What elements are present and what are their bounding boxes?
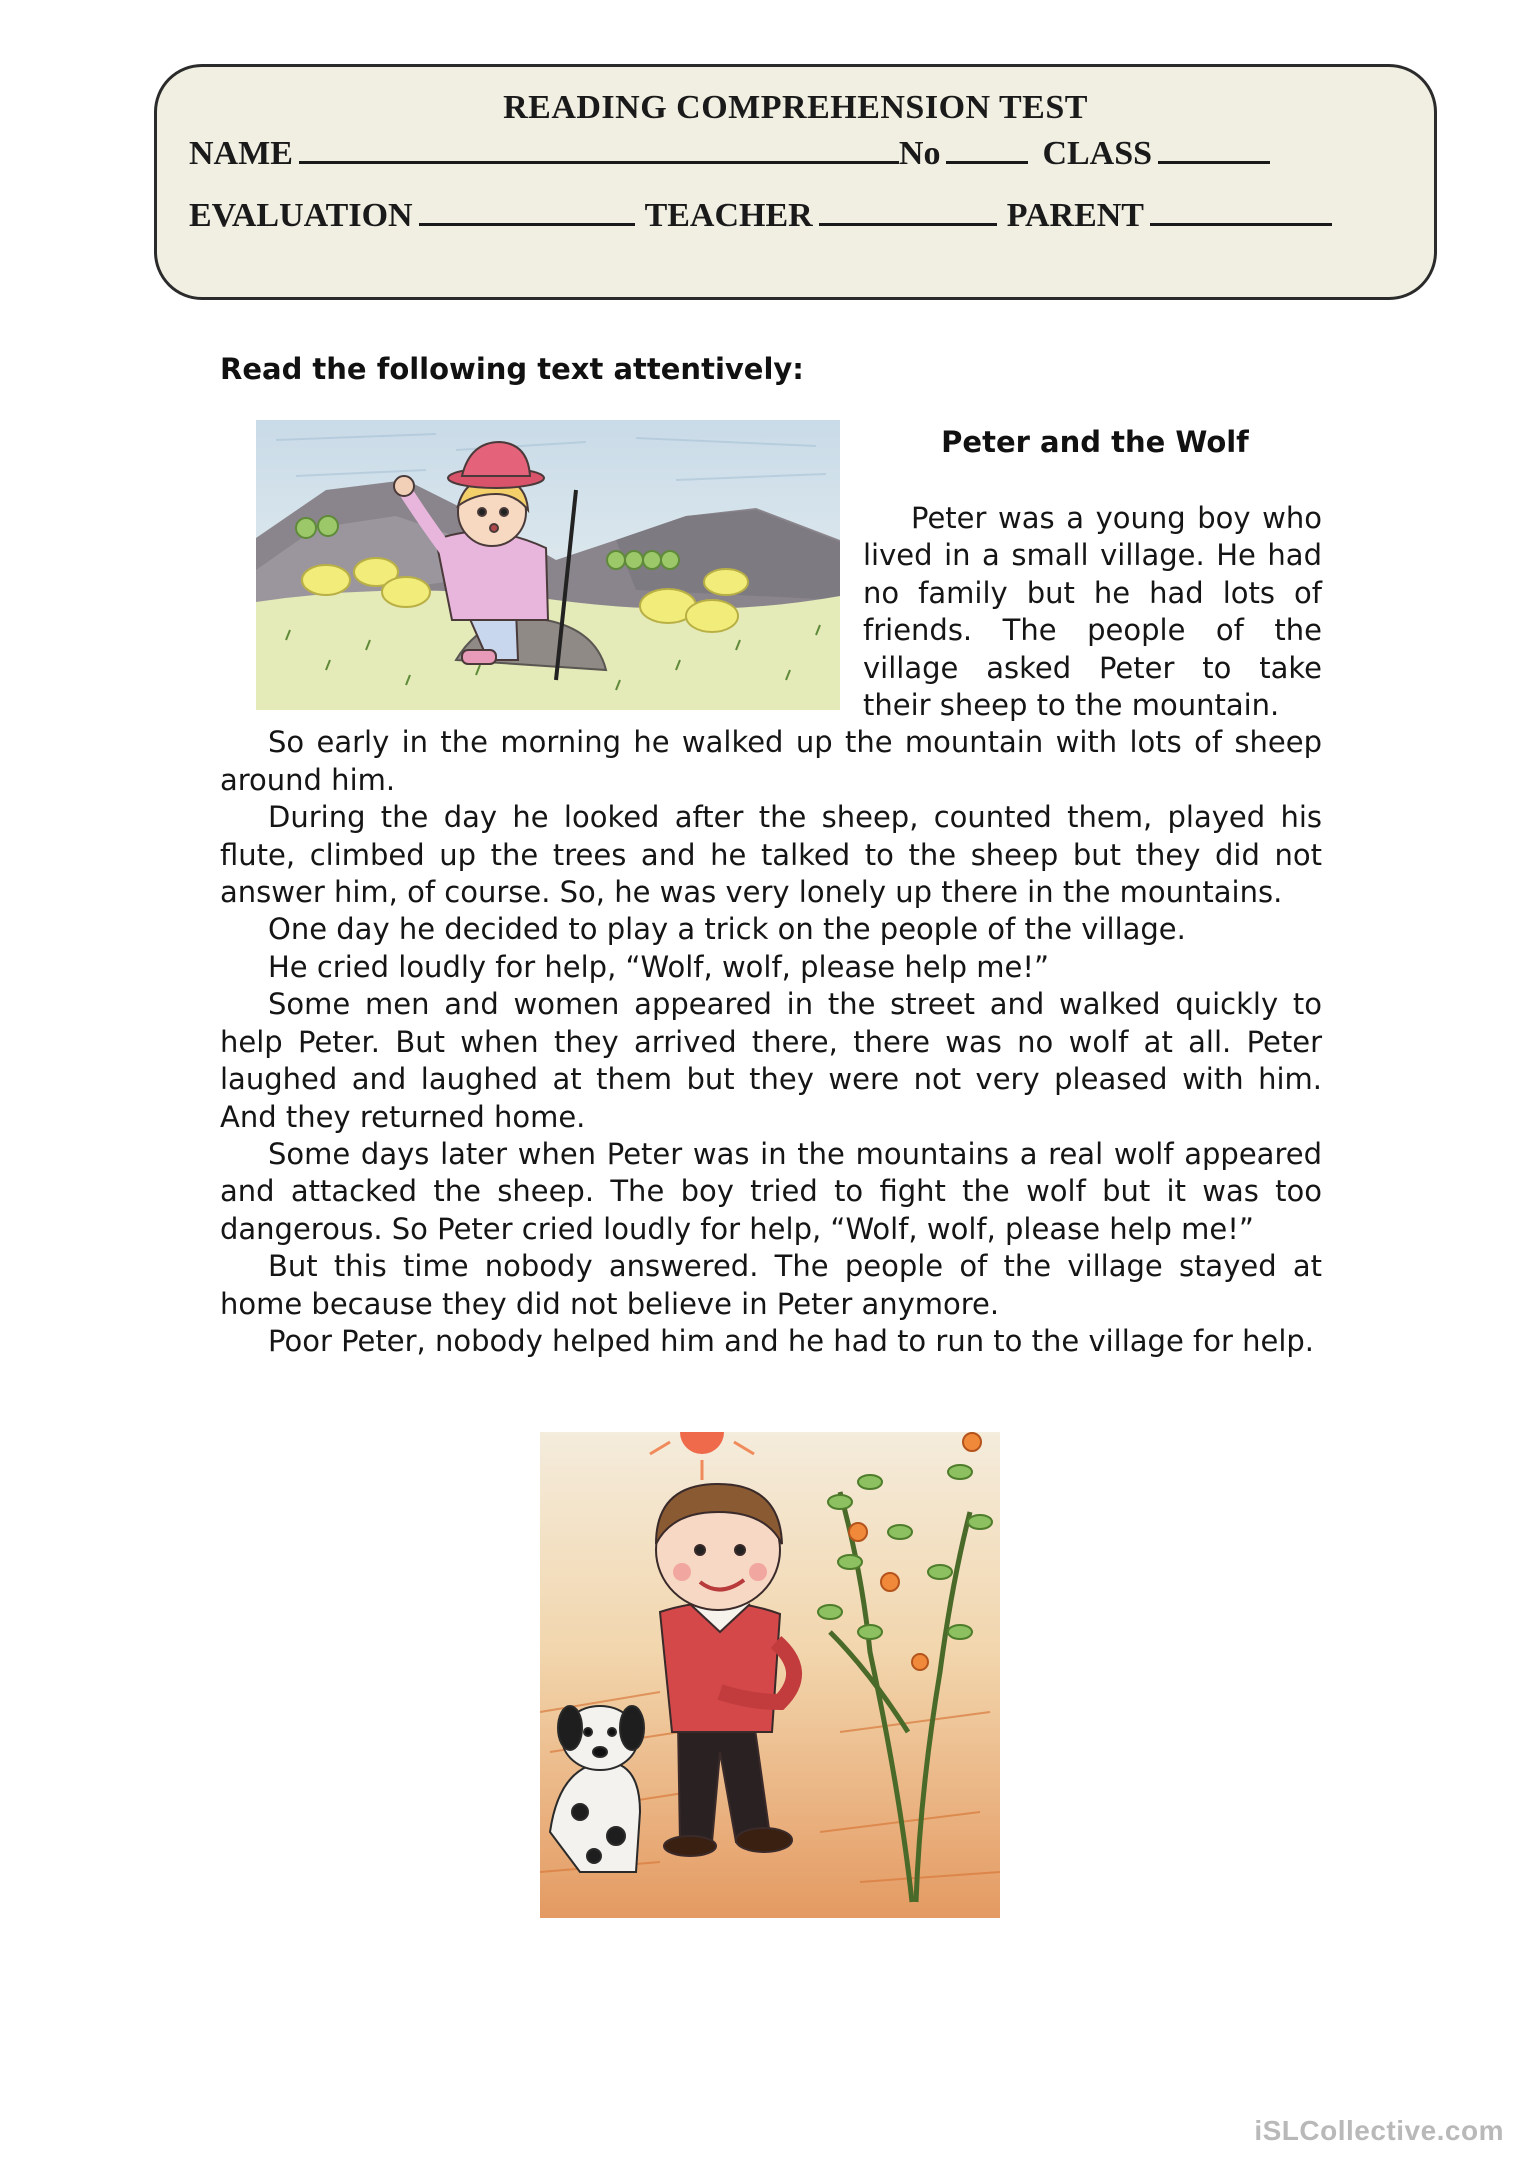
story-text [220, 500, 1322, 1360]
header-box [154, 64, 1437, 300]
instruction: Read the following text attentively: [220, 352, 804, 386]
parent-label: PARENT [1006, 197, 1144, 234]
story-paragraph: So early in the morning he walked up the mountain with lots of sheep around him. [220, 725, 1322, 797]
story-paragraph: During the day he looked after the sheep, counted them, played his flute, climbed up the trees and he talked to the sheep but they did not answer him, of course. So, he was very lonely up there in the mountains. [220, 800, 1322, 910]
story-paragraph: Some days later when Peter was in the mountains a real wolf appeared and attacked the sheep. The boy tried to fight the wolf but it was too dangerous. So Peter cried loudly for help, “Wolf, wolf, please help me!” [220, 1136, 1322, 1246]
story-paragraph: Poor Peter, nobody helped him and he had to run to the village for help. [268, 1323, 1315, 1358]
parent-field[interactable] [1150, 191, 1332, 226]
class-label: CLASS [1042, 135, 1153, 172]
illustration-wrap-space [220, 500, 863, 706]
story-title: Peter and the Wolf [941, 425, 1249, 459]
header-row-name [189, 129, 1276, 173]
class-field[interactable] [1158, 129, 1270, 164]
header-row-evaluation [189, 191, 1338, 235]
evaluation-field[interactable] [419, 191, 635, 226]
name-label: NAME [189, 135, 293, 172]
story-paragraph: But this time nobody answered. The people of the village stayed at home because they did not believe in Peter anymore. [220, 1249, 1322, 1321]
number-field[interactable] [946, 129, 1028, 164]
peter-tree-dog-illustration [540, 1432, 1000, 1918]
story-paragraph: One day he decided to play a trick on the people of the village. [268, 912, 1186, 947]
test-title: READING COMPREHENSION TEST [503, 89, 1088, 126]
story-paragraph: Some men and women appeared in the street and walked quickly to help Peter. But when they arrived there, there was no wolf at all. Peter laughed and laughed at them but they were not very pleased with him. And they returned home. [220, 987, 1322, 1134]
watermark: iSLCollective.com [1254, 2115, 1504, 2146]
teacher-label: TEACHER [644, 197, 813, 234]
name-field[interactable] [299, 129, 899, 164]
story-paragraph: He cried loudly for help, “Wolf, wolf, please help me!” [268, 949, 1050, 984]
evaluation-label: EVALUATION [189, 197, 413, 234]
story-paragraph: Peter was a young boy who lived in a small village. He had no family but he had lots of friends. The people of the village asked Peter to take their sheep to the mountain. [863, 501, 1322, 723]
teacher-field[interactable] [819, 191, 997, 226]
number-label: No [898, 135, 941, 172]
